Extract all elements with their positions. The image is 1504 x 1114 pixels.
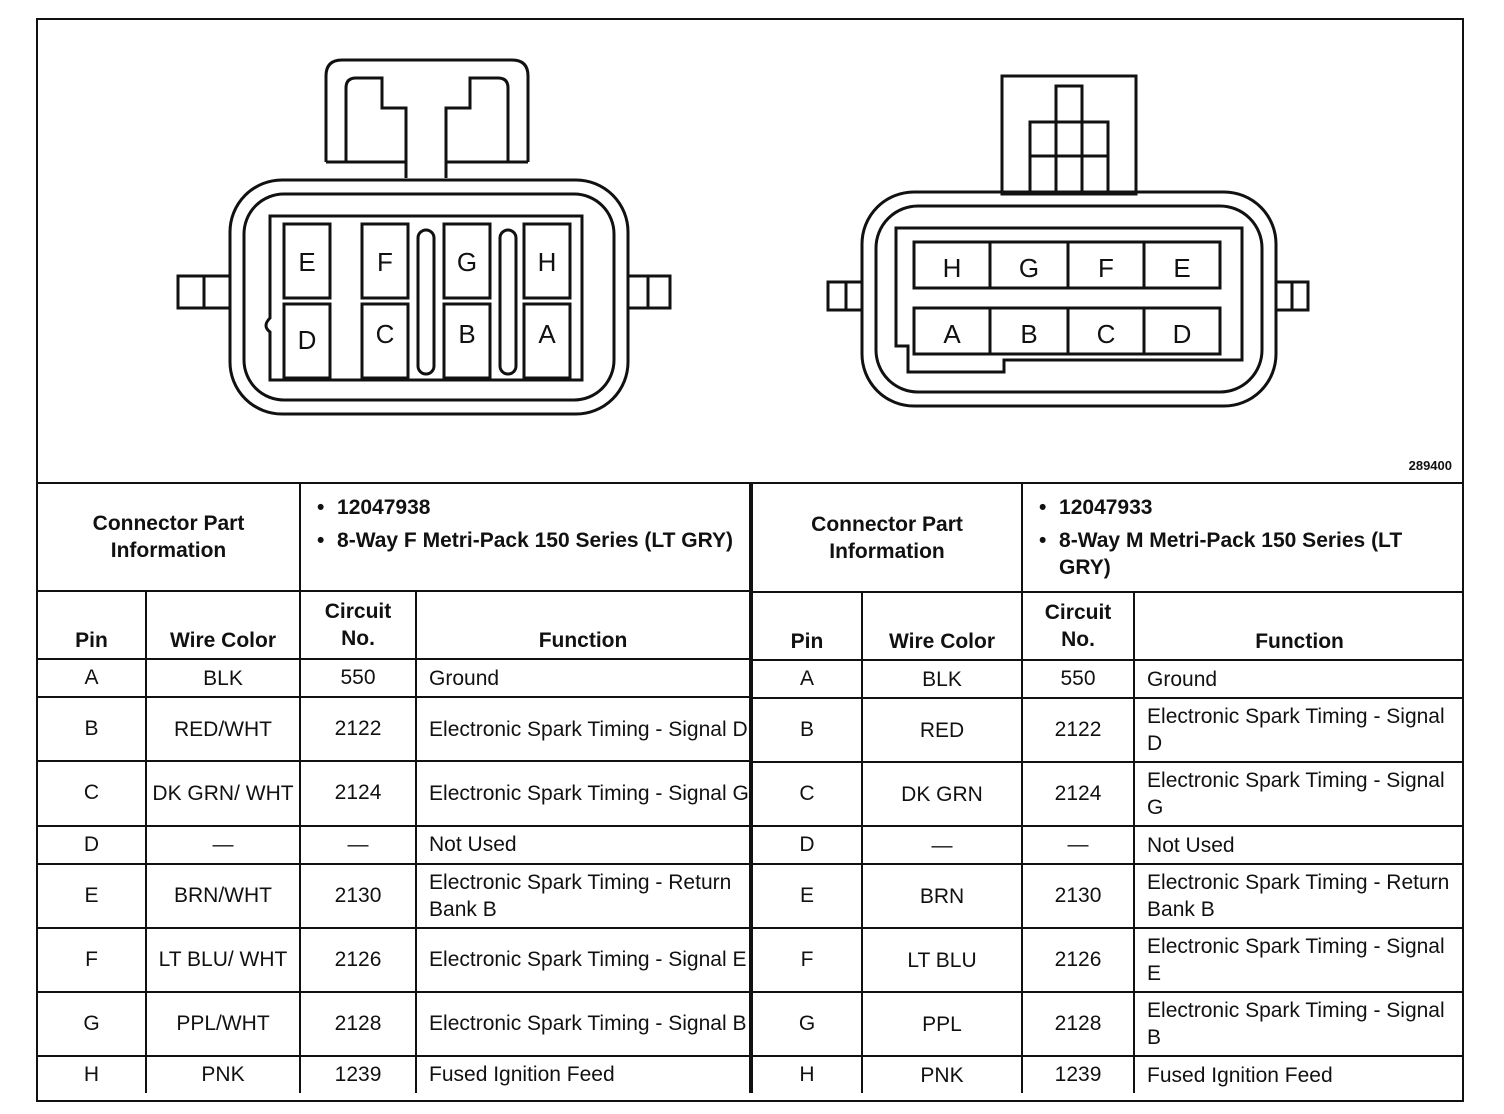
wire-color-cell: DK GRN/ WHT	[146, 761, 300, 825]
pin-cell: B	[38, 697, 146, 761]
col-header-function: Function	[1134, 592, 1464, 660]
function-cell: Electronic Spark Timing - Signal D	[416, 697, 750, 761]
wire-color-cell: LT BLU/ WHT	[146, 928, 300, 992]
circuit-cell: 2128	[1022, 992, 1134, 1056]
connector-table-male	[751, 484, 1464, 1093]
circuit-cell: 2124	[1022, 762, 1134, 826]
connector-tables	[38, 482, 1462, 1093]
table-body-female	[38, 659, 750, 1093]
pin-cell: E	[38, 864, 146, 928]
function-cell: Fused Ignition Feed	[1134, 1056, 1464, 1093]
cavity-label-male-top-2: G	[1018, 253, 1040, 283]
table-row	[38, 697, 750, 761]
circuit-cell: —	[300, 826, 416, 864]
pin-cell: D	[752, 826, 862, 864]
figure-id: 289400	[1408, 458, 1452, 473]
function-cell: Electronic Spark Timing - Return Bank B	[1134, 864, 1464, 928]
table-row	[38, 659, 750, 697]
circuit-cell: 2130	[300, 864, 416, 928]
col-header-circuit: Circuit No.	[1022, 592, 1134, 660]
pin-cell: C	[38, 761, 146, 825]
function-cell: Electronic Spark Timing - Signal G	[416, 761, 750, 825]
pin-cell: F	[752, 928, 862, 992]
table-row	[752, 928, 1464, 992]
cavity-label-female-top-3: G	[456, 247, 478, 277]
wire-color-cell: DK GRN	[862, 762, 1022, 826]
connector-table-female	[38, 484, 751, 1093]
table-body-male	[752, 660, 1464, 1093]
cavity-label-male-top-4: E	[1173, 253, 1191, 283]
table-row	[752, 826, 1464, 864]
wire-color-cell: PPL/WHT	[146, 992, 300, 1056]
connector-info-label: Connector Part Information	[38, 484, 300, 591]
wire-color-cell: BRN	[862, 864, 1022, 928]
table-row	[752, 698, 1464, 762]
circuit-cell: 550	[1022, 660, 1134, 698]
wire-color-cell: BRN/WHT	[146, 864, 300, 928]
table-row	[38, 1056, 750, 1093]
col-header-wire-color: Wire Color	[146, 591, 300, 659]
cavity-label-male-top-1: H	[942, 253, 962, 283]
pin-cell: E	[752, 864, 862, 928]
connector-info	[1022, 484, 1464, 592]
function-cell: Electronic Spark Timing - Signal D	[1134, 698, 1464, 762]
table-row	[38, 864, 750, 928]
function-cell: Electronic Spark Timing - Signal E	[416, 928, 750, 992]
pin-cell: D	[38, 826, 146, 864]
circuit-cell: 550	[300, 659, 416, 697]
part-description: • 8-Way M Metri-Pack 150 Series (LT GRY)	[1059, 527, 1456, 581]
function-cell: Electronic Spark Timing - Return Bank B	[416, 864, 750, 928]
circuit-cell: 1239	[1022, 1056, 1134, 1093]
table-row	[752, 1056, 1464, 1093]
wire-color-cell: LT BLU	[862, 928, 1022, 992]
pin-cell: G	[752, 992, 862, 1056]
circuit-cell: 2126	[1022, 928, 1134, 992]
wire-color-cell: PPL	[862, 992, 1022, 1056]
col-header-circuit: Circuit No.	[300, 591, 416, 659]
cavity-label-male-top-3: F	[1098, 253, 1114, 283]
table-row	[38, 761, 750, 825]
part-number: • 12047933	[1059, 494, 1456, 521]
connector-info-label: Connector Part Information	[752, 484, 1022, 592]
cavity-label-female-bottom-4: A	[538, 319, 556, 349]
male-connector-drawing	[828, 76, 1308, 406]
wire-color-cell: RED	[862, 698, 1022, 762]
cavity-label-male-bottom-4: D	[1172, 319, 1192, 349]
circuit-cell: 2130	[1022, 864, 1134, 928]
cavity-label-male-bottom-2: B	[1020, 319, 1038, 349]
cavity-label-female-top-4: H	[537, 247, 557, 277]
function-cell: Not Used	[416, 826, 750, 864]
circuit-cell: 2126	[300, 928, 416, 992]
function-cell: Fused Ignition Feed	[416, 1056, 750, 1093]
function-cell: Not Used	[1134, 826, 1464, 864]
function-cell: Ground	[416, 659, 750, 697]
table-row	[752, 864, 1464, 928]
cavity-label-female-bottom-2: C	[375, 319, 395, 349]
wire-color-cell: PNK	[862, 1056, 1022, 1093]
pin-cell: C	[752, 762, 862, 826]
table-row	[38, 992, 750, 1056]
wire-color-cell: —	[862, 826, 1022, 864]
cavity-label-female-bottom-1: D	[297, 325, 317, 355]
function-cell: Ground	[1134, 660, 1464, 698]
pin-cell: A	[752, 660, 862, 698]
col-header-function: Function	[416, 591, 750, 659]
table-row	[38, 928, 750, 992]
cavity-label-male-bottom-1: A	[943, 319, 961, 349]
circuit-cell: 1239	[300, 1056, 416, 1093]
circuit-cell: 2128	[300, 992, 416, 1056]
pin-cell: H	[752, 1056, 862, 1093]
col-header-pin: Pin	[38, 591, 146, 659]
connector-diagram	[38, 20, 1466, 482]
part-number: • 12047938	[337, 494, 741, 521]
wire-color-cell: PNK	[146, 1056, 300, 1093]
table-row	[752, 992, 1464, 1056]
function-cell: Electronic Spark Timing - Signal E	[1134, 928, 1464, 992]
table-row	[38, 826, 750, 864]
circuit-cell: —	[1022, 826, 1134, 864]
function-cell: Electronic Spark Timing - Signal B	[416, 992, 750, 1056]
table-row	[752, 762, 1464, 826]
wire-color-cell: —	[146, 826, 300, 864]
cavity-label-female-top-1: E	[298, 247, 316, 277]
cavity-label-female-top-2: F	[377, 247, 393, 277]
function-cell: Electronic Spark Timing - Signal G	[1134, 762, 1464, 826]
pin-cell: F	[38, 928, 146, 992]
wire-color-cell: RED/WHT	[146, 697, 300, 761]
table-row	[752, 660, 1464, 698]
connector-info	[300, 484, 750, 591]
pin-cell: G	[38, 992, 146, 1056]
part-description: • 8-Way F Metri-Pack 150 Series (LT GRY)	[337, 527, 741, 554]
cavity-label-male-bottom-3: C	[1096, 319, 1116, 349]
circuit-cell: 2124	[300, 761, 416, 825]
pin-cell: A	[38, 659, 146, 697]
circuit-cell: 2122	[300, 697, 416, 761]
cavity-label-female-bottom-3: B	[458, 319, 476, 349]
circuit-cell: 2122	[1022, 698, 1134, 762]
function-cell: Electronic Spark Timing - Signal B	[1134, 992, 1464, 1056]
figure-frame	[36, 18, 1464, 1102]
connector-drawings	[38, 20, 1466, 482]
female-connector-drawing	[178, 60, 670, 414]
pin-cell: H	[38, 1056, 146, 1093]
col-header-pin: Pin	[752, 592, 862, 660]
wire-color-cell: BLK	[862, 660, 1022, 698]
pin-cell: B	[752, 698, 862, 762]
wire-color-cell: BLK	[146, 659, 300, 697]
col-header-wire-color: Wire Color	[862, 592, 1022, 660]
